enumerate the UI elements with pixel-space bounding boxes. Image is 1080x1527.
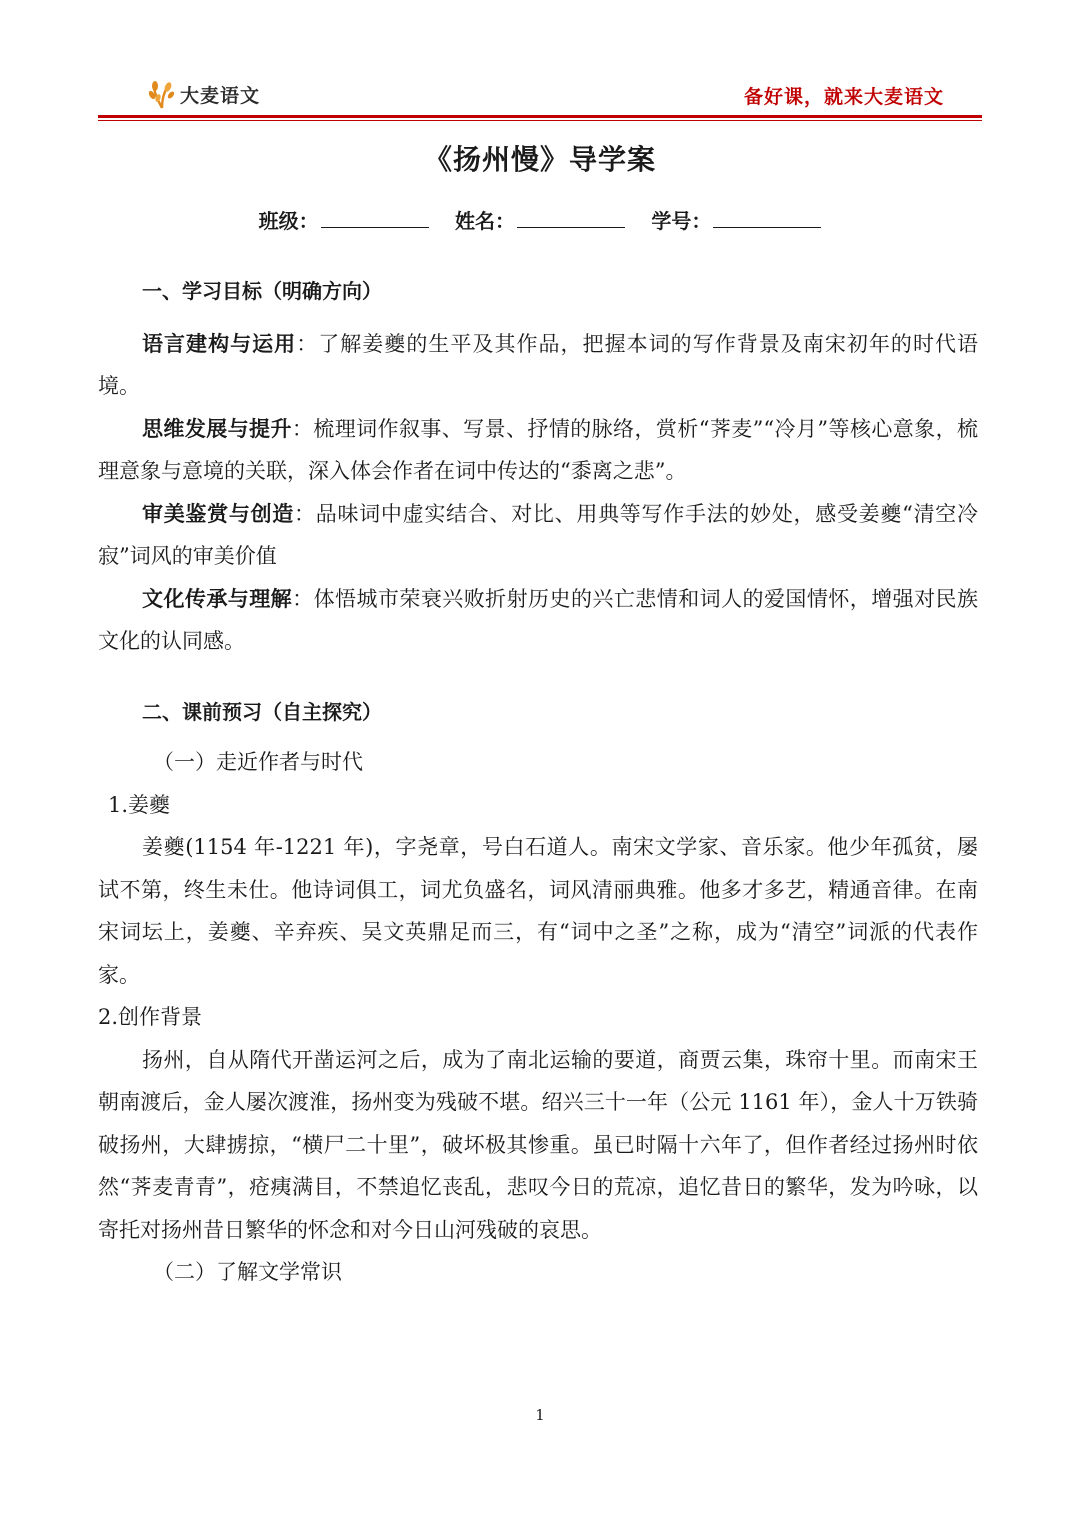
class-blank[interactable] [321, 211, 429, 228]
goal-label: 文化传承与理解 [142, 586, 293, 611]
page-number: 1 [535, 1406, 545, 1424]
goal-text: ：了解姜夔的生平及其作品，把握本词的写作背景及南宋初年的时代语境。 [98, 331, 979, 398]
subsection-literary-knowledge: （二）了解文学常识 [153, 1260, 342, 1284]
goal-text: ：品味词中虚实结合、对比、用典等写作手法的妙处，感受姜夔“清空冷寂”词风的审美价值 [98, 501, 979, 568]
page-header [98, 72, 982, 116]
goal-text: ：体悟城市荣衰兴败折射历史的兴亡悲情和词人的爱国情怀，增强对民族文化的认同感。 [98, 586, 979, 653]
section-heading-preview: 二、课前预习（自主探究） [142, 699, 382, 724]
goal-label: 思维发展与提升 [142, 416, 292, 441]
header-divider-thick [98, 115, 982, 118]
class-field[interactable] [259, 205, 429, 234]
student-number-field[interactable] [651, 205, 821, 234]
item-heading-jiang-kui: 1.姜夔 [108, 792, 171, 817]
goal-culture [98, 578, 978, 663]
name-label: 姓名： [455, 209, 515, 233]
class-label: 班级： [258, 209, 319, 233]
header-slogan: 备好课，就来大麦语文 [743, 86, 944, 108]
student-number-label: 学号： [651, 209, 712, 233]
student-number-blank[interactable] [713, 211, 821, 228]
goal-text: ：梳理词作叙事、写景、抒情的脉络，赏析“荠麦”“冷月”等核心意象，梳理意象与意境的关联，深入体会作者在词中传达的“黍离之悲”。 [98, 416, 978, 483]
header-divider-thin [98, 120, 982, 121]
goal-aesthetics [98, 493, 978, 578]
name-field[interactable] [455, 205, 625, 234]
goal-thinking [98, 408, 978, 493]
item-heading-background: 2.创作背景 [98, 1005, 203, 1029]
background-paragraph: 扬州，自从隋代开凿运河之后，成为了南北运输的要道，商贾云集，珠帘十里。而南宋王朝南渡后，金人屡次渡淮，扬州变为残破不堪。绍兴三十一年（公元 1161 年），金人十万铁骑破扬州，大肆掳掠，“横尸二十里”，破坏极其惨重。虽已时隔十六年了，但作者经过扬州时依然“荠麦青青”，疮痍满目，不禁追忆丧乱，悲叹今日的荒凉，追忆昔日的繁华，发为吟咏，以寄托对扬州昔日繁华的怀念和对今日山河残破的哀思。 [98, 1047, 978, 1242]
wheat-logo-icon [148, 78, 176, 110]
subsection-author-era: （一）走近作者与时代 [153, 750, 363, 774]
name-blank[interactable] [517, 211, 625, 228]
brand-logo [148, 76, 260, 112]
author-bio-paragraph: 姜夔(1154 年-1221 年)，字尧章，号白石道人。南宋文学家、音乐家。他少年孤贫，屡试不第，终生未仕。他诗词俱工，词尤负盛名，词风清丽典雅。他多才多艺，精通音律。在南宋词坛上，姜夔、辛弃疾、吴文英鼎足而三，有“词中之圣”之称，成为“清空”词派的代表作家。 [98, 835, 978, 987]
goal-label: 审美鉴赏与创造 [142, 501, 295, 526]
section-heading-goals: 一、学习目标（明确方向） [142, 279, 382, 303]
document-title: 《扬州慢》导学案 [423, 143, 656, 176]
goal-language [98, 323, 978, 408]
student-info-fields [0, 205, 1080, 234]
goal-label: 语言建构与运用 [142, 331, 297, 356]
document-body [98, 270, 978, 1294]
logo-text: 大麦语文 [180, 84, 261, 107]
